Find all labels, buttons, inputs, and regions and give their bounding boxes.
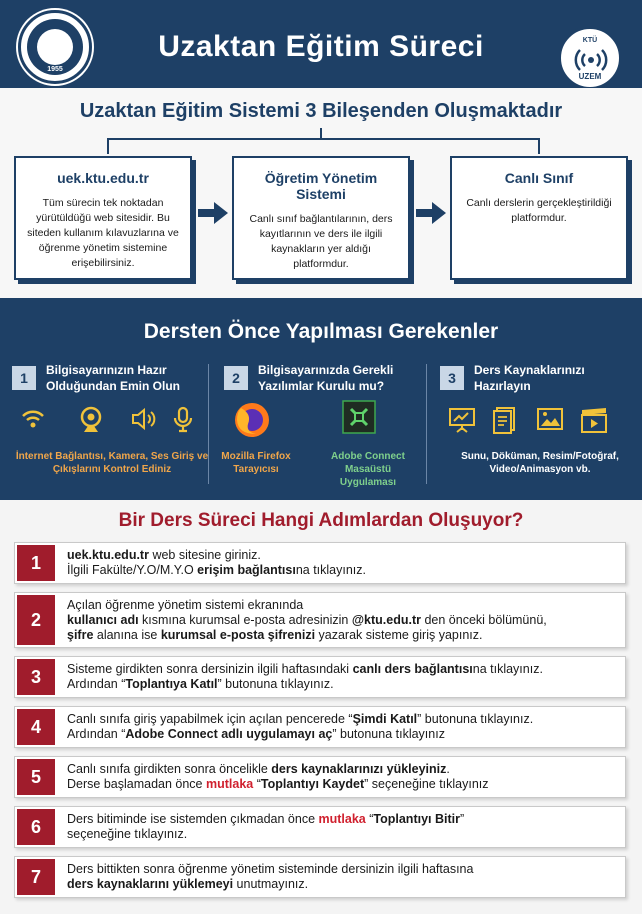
prep-heading: Ders Kaynaklarınızı Hazırlayın [474,363,585,393]
document-icon [492,406,518,439]
text-bold: erişim bağlantısı [197,563,296,577]
component-title: uek.ktu.edu.tr [57,170,149,186]
text: na tıklayınız. [472,662,543,676]
text: den önceki bölümünü, [420,612,547,627]
text-bold: şifre [67,627,94,642]
text-bold: Şimdi Katıl [352,712,418,726]
column-divider [426,364,427,484]
step-number: 4 [17,709,55,745]
component-body: Tüm sürecin tek noktadan yürütüldüğü web sitesidir. Bu siteden kullanım kılavuzlarına ve öğrenme yönetim sistemine erişebilirsiniz. [27,197,179,269]
arrow-right-icon [198,202,228,224]
webcam-icon [78,406,104,439]
text-bold: Adobe Connect adlı uygulamayı aç [125,727,333,741]
text: . [446,762,450,776]
logo-ktu-text: KTÜ [582,37,598,44]
step-number: 5 [17,759,55,795]
header-banner [0,0,642,88]
prep-label: Sunu, Döküman, Resim/Fotoğraf, Video/Animasyon vb. [461,451,619,475]
text-bold: @ktu.edu.tr [351,612,421,627]
text: Ders bittikten sonra öğrenme yönetim sisteminde dersinizin ilgili haftasına [67,862,474,876]
text: Ardından “ [67,677,126,691]
prep-number: 1 [12,366,36,390]
text: Ders bitiminde ise sistemden çıkmadan önce [67,812,319,826]
step-number: 6 [17,809,55,845]
steps-section [0,500,642,914]
text: seçeneğine tıklayınız. [67,827,188,841]
prep-icons [12,406,212,442]
component-lms [232,156,410,280]
prep-label-adobe: Adobe Connect Masaüstü Uygulaması [331,451,405,488]
components-section [0,88,642,298]
microphone-icon [172,406,194,439]
step-text [67,757,619,797]
steps-title: Bir Ders Süreci Hangi Adımlardan Oluşuyor? [118,510,524,531]
text: Derse başlamadan önce [67,777,206,791]
broadcast-icon [573,45,609,75]
presentation-icon [448,406,476,439]
components-subtitle: Uzaktan Eğitim Sistemi 3 Bileşenden Oluşmaktadır [79,100,563,122]
text: Canlı sınıfa giriş yapabilmek için açılan pencerede “ [67,712,353,726]
step-number: 1 [17,545,55,581]
connector-line [107,138,540,154]
text: Ardından “ [67,727,126,741]
text: unutmayınız. [233,877,309,891]
step-text [67,593,619,647]
text-bold: uek.ktu.edu.tr [67,548,149,562]
prep-column-1 [12,362,212,492]
prep-number: 3 [440,366,464,390]
step-text [67,707,619,747]
prep-number: 2 [224,366,248,390]
step-3 [14,656,626,698]
text: na tıklayınız. [295,563,366,577]
prep-column-2 [221,362,424,492]
step-number: 2 [17,595,55,645]
text-bold: ders kaynaklarını yüklemeyi [67,877,234,891]
video-icon [580,406,608,439]
text-bold: ders kaynaklarınızı yükleyiniz [271,762,447,776]
arrow-right-icon [416,202,446,224]
text: “ [253,777,261,791]
step-6 [14,806,626,848]
step-5 [14,756,626,798]
text: ” [459,812,465,826]
text: ” butonuna tıklayınız. [417,712,534,726]
component-website [14,156,192,280]
prep-icons [224,406,424,442]
step-number: 3 [17,659,55,695]
connector-stem [320,128,322,138]
column-divider [208,364,209,484]
logo-uzem-text: UZEM [578,72,602,81]
text: kısmına kurumsal e-posta adresinizin [138,612,352,627]
component-title: Canlı Sınıf [504,170,574,186]
firefox-icon [232,400,272,445]
step-7 [14,856,626,898]
step-1 [14,542,626,584]
prep-column-3 [440,362,640,492]
prep-heading: Bilgisayarınızda Gerekli Yazılımlar Kurulu mu? [258,363,394,393]
wifi-icon [20,406,46,437]
text-bold: kurumsal e-posta şifrenizi [160,627,316,642]
step-text [67,543,619,583]
text-bold: Toplantıyı Bitir [373,812,460,826]
prep-label: İnternet Bağlantısı, Kamera, Ses Giriş ve Çıkışlarını Kontrol Ediniz [15,451,209,475]
step-text [67,857,619,897]
step-text [67,807,619,847]
step-text [67,657,619,697]
text-bold: canlı ders bağlantısı [352,662,473,676]
step-2 [14,592,626,648]
ktu-uzem-logo [558,26,622,90]
component-live-class [450,156,628,280]
prep-icons [440,406,640,442]
text-bold: kullanıcı adı [67,612,139,627]
text: ” butonuna tıklayınız [332,727,445,741]
adobe-connect-icon [342,400,376,439]
component-title: Öğretim Yönetim Sistemi [264,170,378,202]
text: web sitesine giriniz. [148,548,261,562]
text: Açılan öğrenme yönetim sistemi ekranında [67,597,304,612]
step-number: 7 [17,859,55,895]
page-title: Uzaktan Eğitim Süreci [158,30,484,63]
prep-label-firefox: Mozilla Firefox Tarayıcısı [221,451,291,475]
text-emphasis: mutlaka [205,777,254,791]
text-bold: Toplantıya Katıl [125,677,218,691]
text: ” seçeneğine tıklayınız [364,777,489,791]
speaker-icon [130,406,158,437]
text: yazarak sisteme giriş yapınız. [315,627,483,642]
prep-heading: Bilgisayarınızın Hazır Olduğundan Emin Olun [46,363,180,393]
text: İlgili Fakülte/Y.O/M.Y.O [67,563,198,577]
text: alanına ise [93,627,161,642]
before-class-title: Dersten Önce Yapılması Gerekenler [143,320,499,343]
text: Sisteme girdikten sonra dersinizin ilgili haftasındaki [67,662,353,676]
text-bold: Toplantıyı Kaydet [260,777,365,791]
component-body: Canlı sınıf bağlantılarının, ders kayıtlarının ve ders ile ilgili kaynakların yer aldığı platformdur. [249,213,393,270]
text: ” butonuna tıklayınız. [217,677,334,691]
component-body: Canlı derslerin gerçekleştirildiği platformdur. [466,197,612,224]
step-4 [14,706,626,748]
text: “ [365,812,374,826]
image-icon [536,406,564,437]
text: Canlı sınıfa girdikten sonra öncelikle [67,762,272,776]
logo-year: 1955 [47,66,63,73]
before-class-section [0,298,642,500]
text-emphasis: mutlaka [318,812,366,826]
